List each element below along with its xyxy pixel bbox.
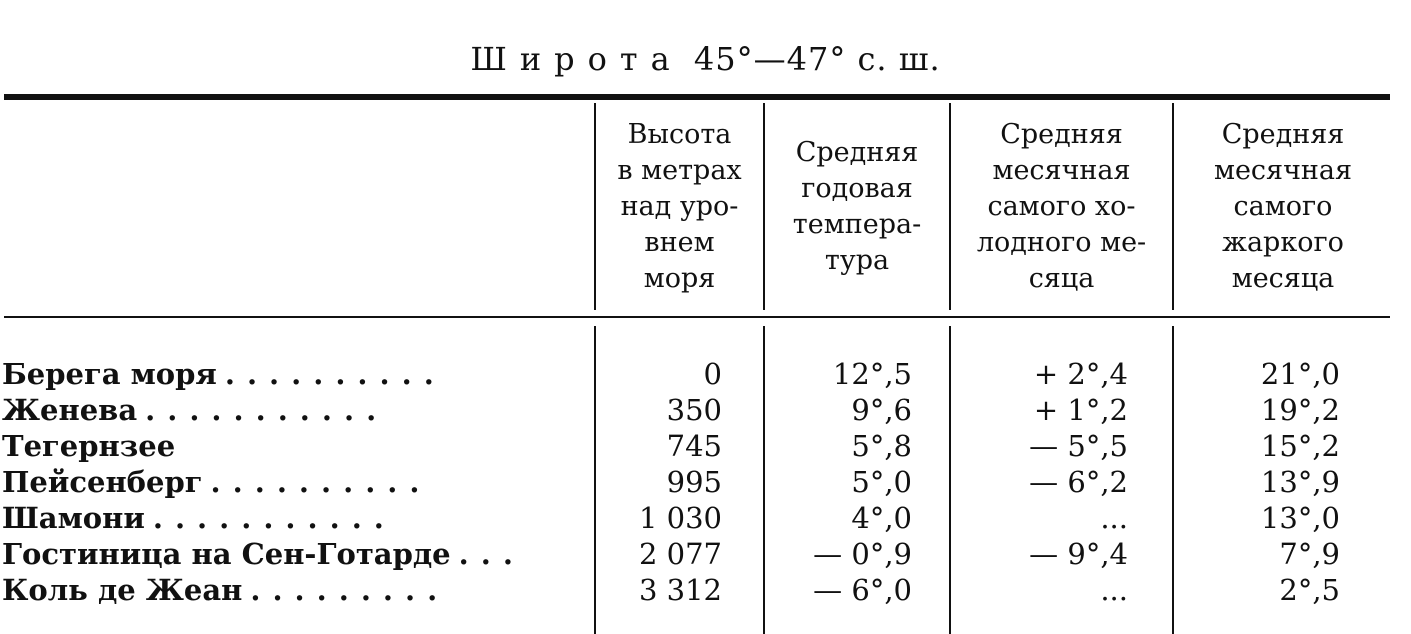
- row-warmest-temp: 15°,2: [1260, 429, 1340, 463]
- row-location: Коль де Жеан .........: [2, 573, 450, 607]
- table-row: [0, 428, 1411, 464]
- table-row: [0, 500, 1411, 536]
- header-altitude: [598, 117, 761, 297]
- column-divider: [763, 103, 765, 310]
- row-location: Пейсенберг ..........: [2, 465, 432, 499]
- header-warmest-month: [1176, 117, 1390, 297]
- row-altitude: 745: [666, 429, 722, 463]
- header-line: моря: [643, 263, 716, 294]
- row-coldest-temp: ...: [1100, 501, 1128, 535]
- header-rule: [4, 316, 1390, 318]
- header-line: Средняя: [1000, 119, 1123, 150]
- row-altitude: 350: [666, 393, 722, 427]
- header-line: тура: [824, 245, 890, 276]
- header-line: Средняя: [795, 137, 919, 168]
- table-row: [0, 572, 1411, 608]
- row-annual-temp: 5°,8: [851, 429, 912, 463]
- row-warmest-temp: 13°,9: [1260, 465, 1340, 499]
- table-row: [0, 464, 1411, 500]
- header-line: месяца: [1231, 263, 1335, 294]
- row-coldest-temp: ...: [1100, 573, 1128, 607]
- header-line: годовая: [801, 173, 913, 204]
- row-coldest-temp: — 9°,4: [1029, 537, 1128, 571]
- header-line: Высота: [627, 119, 732, 150]
- header-line: лодного ме-: [976, 227, 1147, 258]
- row-coldest-temp: + 2°,4: [1033, 357, 1128, 391]
- row-location: Берега моря ..........: [2, 357, 446, 391]
- table-row: [0, 356, 1411, 392]
- row-warmest-temp: 7°,9: [1279, 537, 1340, 571]
- table-row: [0, 392, 1411, 428]
- row-annual-temp: — 0°,9: [813, 537, 912, 571]
- row-annual-temp: 5°,0: [851, 465, 912, 499]
- row-altitude: 0: [703, 357, 722, 391]
- header-line: жаркого: [1222, 227, 1344, 258]
- row-location: Тегернзее: [2, 429, 176, 463]
- row-location: Гостиница на Сен-Готарде ...: [2, 537, 525, 571]
- top-rule: [4, 94, 1390, 100]
- row-altitude: 3 312: [638, 573, 722, 607]
- row-warmest-temp: 2°,5: [1279, 573, 1340, 607]
- column-divider: [1172, 103, 1174, 310]
- row-annual-temp: — 6°,0: [813, 573, 912, 607]
- row-coldest-temp: + 1°,2: [1033, 393, 1128, 427]
- row-annual-temp: 4°,0: [851, 501, 912, 535]
- header-line: самого хо-: [987, 191, 1136, 222]
- title-range: 45°—47° с. ш.: [693, 40, 941, 78]
- row-coldest-temp: — 5°,5: [1029, 429, 1128, 463]
- row-warmest-temp: 19°,2: [1260, 393, 1340, 427]
- header-line: над уро-: [620, 191, 739, 222]
- row-location: Женева ...........: [2, 393, 389, 427]
- row-altitude: 1 030: [638, 501, 722, 535]
- row-altitude: 2 077: [638, 537, 722, 571]
- title-word: Широта: [470, 40, 683, 78]
- table-row: [0, 536, 1411, 572]
- header-annual-temp: [767, 117, 947, 279]
- table-title: [0, 40, 1411, 78]
- header-line: самого: [1233, 191, 1333, 222]
- header-line: Средняя: [1221, 119, 1345, 150]
- row-annual-temp: 9°,6: [851, 393, 912, 427]
- row-altitude: 995: [666, 465, 722, 499]
- row-warmest-temp: 13°,0: [1260, 501, 1340, 535]
- header-line: месячная: [992, 155, 1131, 186]
- header-line: темпера-: [792, 209, 922, 240]
- row-location: Шамони ...........: [2, 501, 396, 535]
- header-line: внем: [644, 227, 715, 258]
- header-line: в метрах: [617, 155, 742, 186]
- header-line: сяца: [1028, 263, 1095, 294]
- row-warmest-temp: 21°,0: [1260, 357, 1340, 391]
- column-divider: [949, 103, 951, 310]
- header-coldest-month: [953, 117, 1170, 297]
- row-coldest-temp: — 6°,2: [1029, 465, 1128, 499]
- row-annual-temp: 12°,5: [832, 357, 912, 391]
- header-line: месячная: [1213, 155, 1353, 186]
- column-divider: [594, 103, 596, 310]
